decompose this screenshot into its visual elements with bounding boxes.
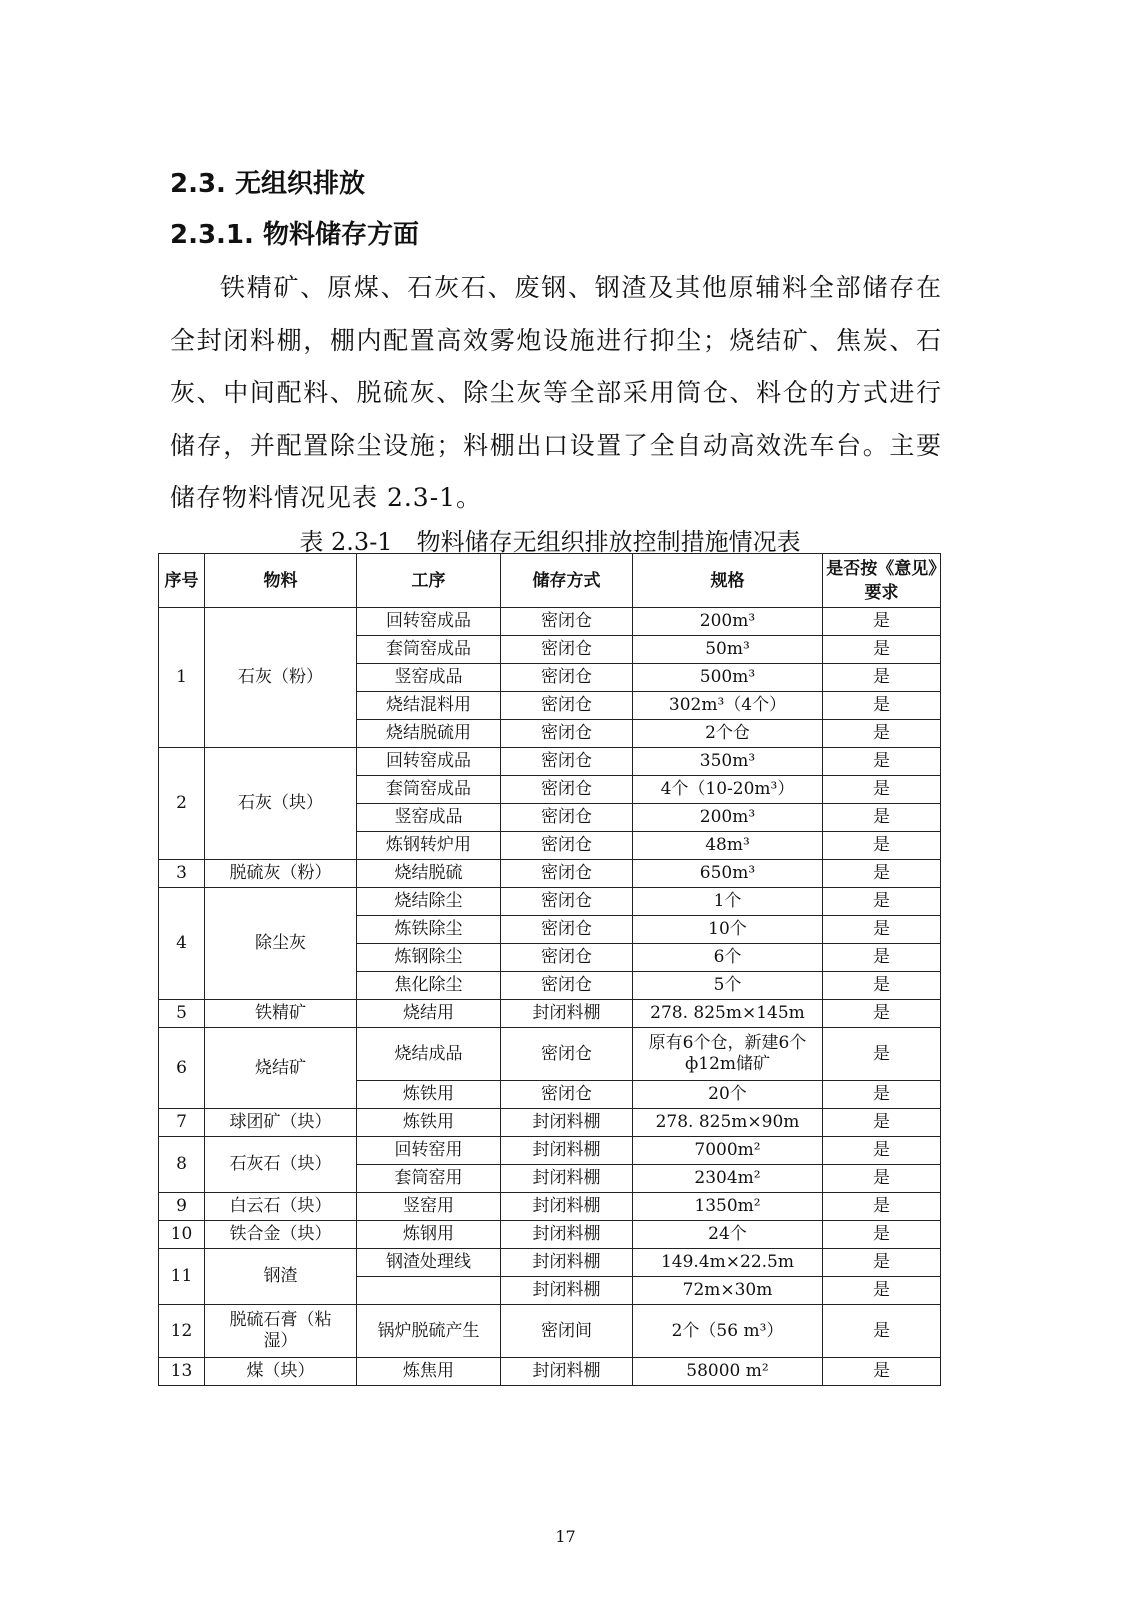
cell-no: 2 <box>159 748 205 860</box>
cell-process: 锅炉脱硫产生 <box>357 1305 501 1358</box>
cell-compliance: 是 <box>823 1277 941 1305</box>
material-storage-table <box>158 553 941 1386</box>
body-paragraph: 铁精矿、原煤、石灰石、废钢、钢渣及其他原辅料全部储存在全封闭料棚，棚内配置高效雾炮设施进行抑尘；烧结矿、焦炭、石灰、中间配料、脱硫灰、除尘灰等全部采用筒仓、料仓的方式进行储存，并配置除尘设施；料棚出口设置了全自动高效洗车台。主要储存物料情况见表 2.3-1。 <box>170 273 942 512</box>
cell-compliance: 是 <box>823 1000 941 1028</box>
cell-process: 竖窑成品 <box>357 664 501 692</box>
cell-storage-method: 密闭仓 <box>501 1028 633 1081</box>
cell-process: 套筒窑成品 <box>357 776 501 804</box>
cell-material: 煤（块） <box>205 1358 357 1386</box>
cell-storage-method: 密闭仓 <box>501 944 633 972</box>
cell-no: 8 <box>159 1137 205 1193</box>
cell-compliance: 是 <box>823 832 941 860</box>
cell-storage-method: 密闭仓 <box>501 692 633 720</box>
cell-spec: 50m³ <box>633 636 823 664</box>
cell-spec: 2个仓 <box>633 720 823 748</box>
cell-compliance: 是 <box>823 720 941 748</box>
cell-process: 烧结混料用 <box>357 692 501 720</box>
cell-storage-method: 封闭料棚 <box>501 1109 633 1137</box>
cell-process: 烧结用 <box>357 1000 501 1028</box>
subsection-heading: 2.3.1. 物料储存方面 <box>170 220 419 250</box>
cell-spec: 278. 825m×145m <box>633 1000 823 1028</box>
cell-storage-method: 封闭料棚 <box>501 1277 633 1305</box>
cell-no: 10 <box>159 1221 205 1249</box>
cell-spec: 500m³ <box>633 664 823 692</box>
cell-compliance: 是 <box>823 1358 941 1386</box>
table-row <box>159 1109 941 1137</box>
cell-spec: 1350m² <box>633 1193 823 1221</box>
cell-process <box>357 1277 501 1305</box>
table-row <box>159 1221 941 1249</box>
cell-process: 炼铁用 <box>357 1081 501 1109</box>
cell-storage-method: 密闭仓 <box>501 804 633 832</box>
cell-spec: 原有6个仓，新建6个ф12m储矿 <box>633 1028 823 1081</box>
cell-spec: 58000 m² <box>633 1358 823 1386</box>
cell-no: 12 <box>159 1305 205 1358</box>
cell-no: 1 <box>159 608 205 748</box>
cell-process: 回转窑用 <box>357 1137 501 1165</box>
cell-compliance: 是 <box>823 860 941 888</box>
table-row <box>159 1137 941 1165</box>
cell-process: 套筒窑成品 <box>357 636 501 664</box>
cell-process: 竖窑用 <box>357 1193 501 1221</box>
cell-no: 13 <box>159 1358 205 1386</box>
cell-spec: 302m³（4个） <box>633 692 823 720</box>
cell-material: 石灰石（块） <box>205 1137 357 1193</box>
cell-compliance: 是 <box>823 944 941 972</box>
table-row <box>159 888 941 916</box>
cell-spec: 2个（56 m³） <box>633 1305 823 1358</box>
cell-storage-method: 封闭料棚 <box>501 1358 633 1386</box>
cell-process: 套筒窑用 <box>357 1165 501 1193</box>
cell-storage-method: 封闭料棚 <box>501 1249 633 1277</box>
cell-no: 6 <box>159 1028 205 1109</box>
table-row <box>159 1193 941 1221</box>
cell-compliance: 是 <box>823 636 941 664</box>
cell-compliance: 是 <box>823 776 941 804</box>
cell-process: 烧结脱硫用 <box>357 720 501 748</box>
cell-compliance: 是 <box>823 888 941 916</box>
cell-storage-method: 密闭仓 <box>501 1081 633 1109</box>
cell-compliance: 是 <box>823 1165 941 1193</box>
cell-storage-method: 密闭仓 <box>501 888 633 916</box>
cell-storage-method: 密闭仓 <box>501 720 633 748</box>
cell-storage-method: 密闭仓 <box>501 748 633 776</box>
table-row <box>159 1305 941 1358</box>
header-storage-method: 储存方式 <box>501 554 633 608</box>
cell-material: 白云石（块） <box>205 1193 357 1221</box>
cell-process: 回转窑成品 <box>357 608 501 636</box>
cell-process: 炼钢用 <box>357 1221 501 1249</box>
table-row <box>159 1358 941 1386</box>
cell-process: 炼焦用 <box>357 1358 501 1386</box>
cell-storage-method: 密闭仓 <box>501 636 633 664</box>
cell-compliance: 是 <box>823 1249 941 1277</box>
cell-storage-method: 封闭料棚 <box>501 1193 633 1221</box>
cell-material: 烧结矿 <box>205 1028 357 1109</box>
cell-no: 5 <box>159 1000 205 1028</box>
cell-material: 脱硫灰（粉） <box>205 860 357 888</box>
cell-spec: 72m×30m <box>633 1277 823 1305</box>
cell-compliance: 是 <box>823 1305 941 1358</box>
cell-no: 11 <box>159 1249 205 1305</box>
cell-spec: 350m³ <box>633 748 823 776</box>
cell-spec: 200m³ <box>633 804 823 832</box>
cell-spec: 1个 <box>633 888 823 916</box>
cell-spec: 7000m² <box>633 1137 823 1165</box>
cell-storage-method: 密闭仓 <box>501 972 633 1000</box>
cell-process: 回转窑成品 <box>357 748 501 776</box>
cell-process: 烧结脱硫 <box>357 860 501 888</box>
header-no: 序号 <box>159 554 205 608</box>
cell-storage-method: 封闭料棚 <box>501 1221 633 1249</box>
cell-storage-method: 密闭仓 <box>501 776 633 804</box>
cell-spec: 200m³ <box>633 608 823 636</box>
table-row <box>159 1028 941 1081</box>
cell-process: 焦化除尘 <box>357 972 501 1000</box>
cell-material: 球团矿（块） <box>205 1109 357 1137</box>
table-row <box>159 748 941 776</box>
cell-compliance: 是 <box>823 692 941 720</box>
cell-storage-method: 封闭料棚 <box>501 1137 633 1165</box>
cell-spec: 20个 <box>633 1081 823 1109</box>
cell-compliance: 是 <box>823 1221 941 1249</box>
cell-spec: 149.4m×22.5m <box>633 1249 823 1277</box>
table-row <box>159 1249 941 1277</box>
page-number: 17 <box>555 1527 576 1546</box>
table-row <box>159 1000 941 1028</box>
cell-compliance: 是 <box>823 608 941 636</box>
cell-compliance: 是 <box>823 1028 941 1081</box>
cell-spec: 278. 825m×90m <box>633 1109 823 1137</box>
cell-storage-method: 封闭料棚 <box>501 1165 633 1193</box>
cell-compliance: 是 <box>823 972 941 1000</box>
cell-material: 铁精矿 <box>205 1000 357 1028</box>
cell-spec: 5个 <box>633 972 823 1000</box>
cell-storage-method: 密闭仓 <box>501 832 633 860</box>
table-row <box>159 608 941 636</box>
cell-spec: 48m³ <box>633 832 823 860</box>
cell-spec: 650m³ <box>633 860 823 888</box>
cell-storage-method: 封闭料棚 <box>501 1000 633 1028</box>
cell-process: 烧结成品 <box>357 1028 501 1081</box>
cell-storage-method: 密闭仓 <box>501 608 633 636</box>
cell-material: 铁合金（块） <box>205 1221 357 1249</box>
cell-spec: 4个（10-20m³） <box>633 776 823 804</box>
cell-storage-method: 密闭仓 <box>501 664 633 692</box>
cell-material: 除尘灰 <box>205 888 357 1000</box>
cell-compliance: 是 <box>823 664 941 692</box>
cell-no: 7 <box>159 1109 205 1137</box>
cell-spec: 6个 <box>633 944 823 972</box>
cell-storage-method: 密闭仓 <box>501 916 633 944</box>
cell-compliance: 是 <box>823 804 941 832</box>
cell-no: 9 <box>159 1193 205 1221</box>
cell-material: 钢渣 <box>205 1249 357 1305</box>
table-header-row <box>159 554 941 608</box>
table-caption: 表 2.3-1 物料储存无组织排放控制措施情况表 <box>299 528 801 556</box>
cell-process: 炼钢除尘 <box>357 944 501 972</box>
cell-process: 炼铁除尘 <box>357 916 501 944</box>
cell-spec: 24个 <box>633 1221 823 1249</box>
cell-process: 炼铁用 <box>357 1109 501 1137</box>
cell-compliance: 是 <box>823 1109 941 1137</box>
cell-process: 竖窑成品 <box>357 804 501 832</box>
cell-spec: 2304m² <box>633 1165 823 1193</box>
cell-no: 3 <box>159 860 205 888</box>
cell-material: 脱硫石膏（粘湿） <box>205 1305 357 1358</box>
cell-process: 烧结除尘 <box>357 888 501 916</box>
cell-compliance: 是 <box>823 748 941 776</box>
table-row <box>159 860 941 888</box>
header-compliance: 是否按《意见》要求 <box>823 554 941 608</box>
cell-compliance: 是 <box>823 916 941 944</box>
cell-process: 炼钢转炉用 <box>357 832 501 860</box>
cell-storage-method: 密闭间 <box>501 1305 633 1358</box>
cell-material: 石灰（粉） <box>205 608 357 748</box>
cell-compliance: 是 <box>823 1081 941 1109</box>
cell-process: 钢渣处理线 <box>357 1249 501 1277</box>
section-heading: 2.3. 无组织排放 <box>170 169 365 199</box>
cell-spec: 10个 <box>633 916 823 944</box>
cell-storage-method: 密闭仓 <box>501 860 633 888</box>
cell-compliance: 是 <box>823 1193 941 1221</box>
cell-compliance: 是 <box>823 1137 941 1165</box>
header-process: 工序 <box>357 554 501 608</box>
cell-material: 石灰（块） <box>205 748 357 860</box>
cell-no: 4 <box>159 888 205 1000</box>
header-spec: 规格 <box>633 554 823 608</box>
header-material: 物料 <box>205 554 357 608</box>
